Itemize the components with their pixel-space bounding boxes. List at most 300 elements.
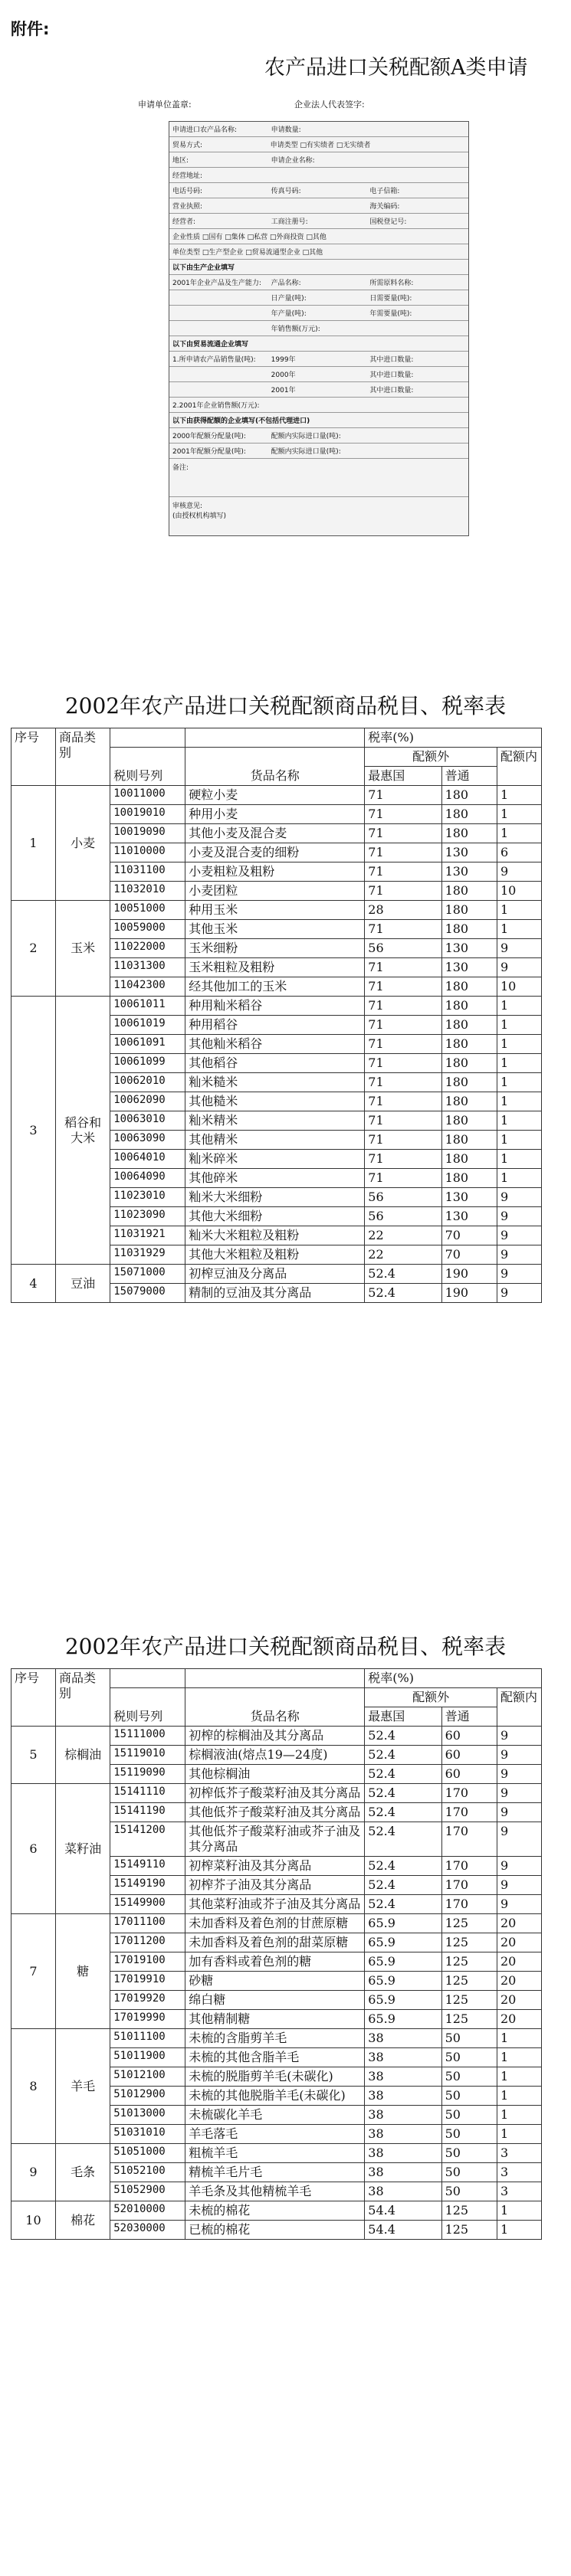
- section-producer-heading: 以下由生产企业填写: [169, 260, 468, 275]
- review-label: 审核意见:: [172, 502, 203, 510]
- header-desc-label: 货品名称: [185, 1688, 365, 1727]
- trade-row: [169, 367, 468, 382]
- trade-field: 其中进口数量:: [369, 372, 414, 379]
- tariff-table-2: [11, 1668, 542, 2240]
- desc-cell: 未梳的其他脱脂羊毛(未碳化): [185, 2087, 365, 2106]
- desc-cell: 未梳的脱脂剪羊毛(未碳化): [185, 2067, 365, 2087]
- producer-row: [169, 321, 468, 336]
- general-cell: 125: [441, 1952, 497, 1972]
- table-row: [11, 1914, 542, 1933]
- desc-cell: 小麦粗粒及粗粉: [185, 862, 365, 882]
- code-cell: 10019010: [110, 805, 185, 824]
- desc-cell: 已梳的棉花: [185, 2221, 365, 2240]
- seq-cell: 9: [11, 2144, 56, 2201]
- desc-cell: 种用小麦: [185, 805, 365, 824]
- mfn-cell: 71: [365, 882, 441, 901]
- header-desc-label: 货品名称: [185, 748, 365, 786]
- code-cell: 11031300: [110, 958, 185, 977]
- general-cell: 60: [441, 1746, 497, 1765]
- desc-cell: 硬粒小麦: [185, 786, 365, 805]
- desc-cell: 绵白糖: [185, 1991, 365, 2010]
- producer-field: 年产量(吨):: [271, 310, 307, 318]
- desc-cell: 其他稻谷: [185, 1054, 365, 1073]
- code-cell: 10061011: [110, 997, 185, 1016]
- code-cell: 11022000: [110, 939, 185, 958]
- form-row: [169, 152, 468, 168]
- general-cell: 50: [441, 2182, 497, 2201]
- category-cell: 羊毛: [55, 2029, 110, 2144]
- code-cell: 51012100: [110, 2067, 185, 2087]
- mfn-cell: 52.4: [365, 1876, 441, 1895]
- inside-cell: 1: [497, 824, 541, 843]
- header-general: 普通: [441, 1707, 497, 1727]
- header-category: 商品类别: [55, 728, 110, 786]
- inside-cell: 1: [497, 2106, 541, 2125]
- header-inside: 配额内: [497, 1688, 541, 1727]
- application-form: [169, 121, 469, 536]
- code-cell: 10062090: [110, 1092, 185, 1111]
- general-cell: 130: [441, 939, 497, 958]
- producer-field: 年需要量(吨):: [369, 310, 412, 318]
- code-cell: 11031921: [110, 1226, 185, 1245]
- code-cell: 51013000: [110, 2106, 185, 2125]
- inside-cell: 9: [497, 1265, 541, 1284]
- mfn-cell: 71: [365, 920, 441, 939]
- header-mfn: 最惠国: [365, 1707, 441, 1727]
- header-outside: 配额外: [365, 748, 497, 767]
- code-cell: 11010000: [110, 843, 185, 862]
- form-field: 地区:: [172, 157, 189, 165]
- general-cell: 180: [441, 1131, 497, 1150]
- mfn-cell: 38: [365, 2087, 441, 2106]
- desc-cell: 种用籼米稻谷: [185, 997, 365, 1016]
- mfn-cell: 71: [365, 805, 441, 824]
- inside-cell: 9: [497, 1876, 541, 1895]
- table-row: [11, 901, 542, 920]
- code-cell: 17019910: [110, 1972, 185, 1991]
- trade-field: 2.2001年企业销售额(万元):: [172, 402, 260, 410]
- desc-cell: 其他低芥子酸菜籽油或芥子油及其分离品: [185, 1822, 365, 1857]
- inside-cell: 20: [497, 2010, 541, 2029]
- inside-cell: 1: [497, 1169, 541, 1188]
- code-cell: 15149900: [110, 1895, 185, 1914]
- mfn-cell: 54.4: [365, 2221, 441, 2240]
- general-cell: 180: [441, 1073, 497, 1092]
- inside-cell: 1: [497, 805, 541, 824]
- mfn-cell: 38: [365, 2048, 441, 2067]
- desc-cell: 未梳的棉花: [185, 2201, 365, 2221]
- desc-cell: 其他棕榈油: [185, 1765, 365, 1784]
- inside-cell: 3: [497, 2163, 541, 2182]
- inside-cell: 9: [497, 1895, 541, 1914]
- header-rate: 税率(%): [365, 1669, 542, 1688]
- desc-cell: 其他小麦及混合麦: [185, 824, 365, 843]
- trade-row: [169, 382, 468, 398]
- mfn-cell: 71: [365, 1131, 441, 1150]
- producer-field: 年销售额(万元):: [271, 326, 320, 333]
- inside-cell: 1: [497, 1035, 541, 1054]
- quota-row: [169, 428, 468, 444]
- inside-cell: 10: [497, 882, 541, 901]
- form-field: 申请类型 □有实绩者 □无实绩者: [270, 142, 371, 149]
- mfn-cell: 52.4: [365, 1857, 441, 1876]
- mfn-cell: 22: [365, 1245, 441, 1265]
- inside-cell: 9: [497, 1727, 541, 1746]
- code-cell: 10063010: [110, 1111, 185, 1131]
- general-cell: 180: [441, 1111, 497, 1131]
- inside-cell: 1: [497, 1054, 541, 1073]
- desc-cell: 籼米大米粗粒及粗粉: [185, 1226, 365, 1245]
- header-desc: [185, 728, 365, 748]
- form-field: 工商注册号:: [271, 218, 308, 226]
- code-cell: 15149110: [110, 1857, 185, 1876]
- producer-field: 日产量(吨):: [271, 295, 307, 303]
- general-cell: 70: [441, 1226, 497, 1245]
- section-trade-heading: 以下由贸易流通企业填写: [169, 336, 468, 352]
- code-cell: 10019090: [110, 824, 185, 843]
- inside-cell: 9: [497, 1803, 541, 1822]
- trade-row: [169, 398, 468, 413]
- mfn-cell: 71: [365, 958, 441, 977]
- code-cell: 10059000: [110, 920, 185, 939]
- general-cell: 50: [441, 2144, 497, 2163]
- seq-cell: 3: [11, 997, 56, 1265]
- general-cell: 130: [441, 862, 497, 882]
- code-cell: 11031929: [110, 1245, 185, 1265]
- code-cell: 11023090: [110, 1207, 185, 1226]
- mfn-cell: 38: [365, 2029, 441, 2048]
- inside-cell: 1: [497, 997, 541, 1016]
- code-cell: 15119010: [110, 1746, 185, 1765]
- inside-cell: 1: [497, 2048, 541, 2067]
- inside-cell: 1: [497, 1150, 541, 1169]
- code-cell: 51031010: [110, 2125, 185, 2144]
- trade-field: 1999年: [271, 356, 296, 364]
- header-outside: 配额外: [365, 1688, 497, 1707]
- general-cell: 125: [441, 1991, 497, 2010]
- trade-field: 其中进口数量:: [369, 387, 414, 394]
- desc-cell: 玉米粗粒及粗粉: [185, 958, 365, 977]
- header-code-label: 税则号列: [110, 1688, 185, 1727]
- desc-cell: 精梳羊毛片毛: [185, 2163, 365, 2182]
- inside-cell: 1: [497, 1131, 541, 1150]
- code-cell: 15141190: [110, 1803, 185, 1822]
- desc-cell: 其他低芥子酸菜籽油及其分离品: [185, 1803, 365, 1822]
- inside-cell: 9: [497, 1284, 541, 1303]
- header-code: [110, 728, 185, 748]
- form-row: [169, 214, 468, 229]
- general-cell: 50: [441, 2106, 497, 2125]
- inside-cell: 9: [497, 1746, 541, 1765]
- general-cell: 50: [441, 2067, 497, 2087]
- producer-field: 2001年企业产品及生产能力:: [172, 280, 261, 287]
- category-cell: 玉米: [55, 901, 110, 997]
- mfn-cell: 56: [365, 1188, 441, 1207]
- mfn-cell: 65.9: [365, 1991, 441, 2010]
- category-cell: 糖: [55, 1914, 110, 2029]
- inside-cell: 9: [497, 939, 541, 958]
- desc-cell: 其他菜籽油或芥子油及其分离品: [185, 1895, 365, 1914]
- general-cell: 125: [441, 1972, 497, 1991]
- desc-cell: 其他大米粗粒及粗粉: [185, 1245, 365, 1265]
- general-cell: 180: [441, 901, 497, 920]
- general-cell: 180: [441, 1016, 497, 1035]
- code-cell: 11042300: [110, 977, 185, 997]
- mfn-cell: 22: [365, 1226, 441, 1245]
- header-mfn: 最惠国: [365, 767, 441, 786]
- general-cell: 125: [441, 2201, 497, 2221]
- general-cell: 170: [441, 1803, 497, 1822]
- inside-cell: 9: [497, 1784, 541, 1803]
- mfn-cell: 65.9: [365, 2010, 441, 2029]
- review-note: (由授权机构填写): [172, 512, 227, 520]
- mfn-cell: 71: [365, 1169, 441, 1188]
- general-cell: 180: [441, 1092, 497, 1111]
- form-field: 经营地址:: [172, 172, 203, 180]
- table-row: [11, 1265, 542, 1284]
- header-inside: 配额内: [497, 748, 541, 786]
- inside-cell: 1: [497, 901, 541, 920]
- review-field: [169, 497, 468, 535]
- form-row: [169, 168, 468, 183]
- code-cell: 52030000: [110, 2221, 185, 2240]
- mfn-cell: 38: [365, 2106, 441, 2125]
- table-row: [11, 2201, 542, 2221]
- code-cell: 15079000: [110, 1284, 185, 1303]
- mfn-cell: 28: [365, 901, 441, 920]
- quota-row: [169, 444, 468, 459]
- mfn-cell: 71: [365, 824, 441, 843]
- desc-cell: 其他大米细粉: [185, 1207, 365, 1226]
- code-cell: 51011900: [110, 2048, 185, 2067]
- code-cell: 17011200: [110, 1933, 185, 1952]
- desc-cell: 其他精制糖: [185, 2010, 365, 2029]
- code-cell: 10063090: [110, 1131, 185, 1150]
- header-seq: 序号: [11, 728, 56, 786]
- code-cell: 15119090: [110, 1765, 185, 1784]
- desc-cell: 其他精米: [185, 1131, 365, 1150]
- general-cell: 60: [441, 1727, 497, 1746]
- mfn-cell: 52.4: [365, 1895, 441, 1914]
- inside-cell: 3: [497, 2182, 541, 2201]
- general-cell: 190: [441, 1265, 497, 1284]
- general-cell: 180: [441, 1150, 497, 1169]
- inside-cell: 1: [497, 1073, 541, 1092]
- code-cell: 10064090: [110, 1169, 185, 1188]
- trade-field: 其中进口数量:: [369, 356, 414, 364]
- inside-cell: 1: [497, 2087, 541, 2106]
- code-cell: 52010000: [110, 2201, 185, 2221]
- quota-field: 配额内实际进口量(吨):: [271, 448, 341, 456]
- code-cell: 17011100: [110, 1914, 185, 1933]
- header-row: [11, 728, 542, 748]
- header-seq: 序号: [11, 1669, 56, 1727]
- producer-row: [169, 275, 468, 290]
- category-cell: 毛条: [55, 2144, 110, 2201]
- code-cell: 15149190: [110, 1876, 185, 1895]
- general-cell: 170: [441, 1895, 497, 1914]
- code-cell: 10064010: [110, 1150, 185, 1169]
- mfn-cell: 71: [365, 1035, 441, 1054]
- seq-cell: 5: [11, 1727, 56, 1784]
- mfn-cell: 38: [365, 2163, 441, 2182]
- general-cell: 60: [441, 1765, 497, 1784]
- form-field: 单位类型 □生产型企业 □贸易流通型企业 □其他: [172, 249, 323, 257]
- inside-cell: 20: [497, 1952, 541, 1972]
- seq-cell: 7: [11, 1914, 56, 2029]
- form-row: [169, 183, 468, 198]
- mfn-cell: 71: [365, 1111, 441, 1131]
- inside-cell: 9: [497, 958, 541, 977]
- form-row: [169, 198, 468, 214]
- inside-cell: 3: [497, 2144, 541, 2163]
- general-cell: 125: [441, 2221, 497, 2240]
- inside-cell: 9: [497, 1245, 541, 1265]
- inside-cell: 9: [497, 1188, 541, 1207]
- inside-cell: 20: [497, 1933, 541, 1952]
- code-cell: 15141110: [110, 1784, 185, 1803]
- producer-field: 日需要量(吨):: [369, 295, 412, 303]
- inside-cell: 9: [497, 1226, 541, 1245]
- desc-cell: 种用稻谷: [185, 1016, 365, 1035]
- general-cell: 170: [441, 1876, 497, 1895]
- general-cell: 180: [441, 786, 497, 805]
- form-row: [169, 122, 468, 137]
- general-cell: 50: [441, 2029, 497, 2048]
- general-cell: 125: [441, 1933, 497, 1952]
- category-cell: 菜籽油: [55, 1784, 110, 1914]
- attachment-label: 附件:: [11, 20, 50, 38]
- mfn-cell: 52.4: [365, 1803, 441, 1822]
- general-cell: 50: [441, 2163, 497, 2182]
- desc-cell: 精制的豆油及其分离品: [185, 1284, 365, 1303]
- desc-cell: 籼米精米: [185, 1111, 365, 1131]
- mfn-cell: 71: [365, 862, 441, 882]
- general-cell: 50: [441, 2125, 497, 2144]
- inside-cell: 1: [497, 1016, 541, 1035]
- trade-field: 2000年: [271, 372, 296, 379]
- desc-cell: 初榨的棕榈油及其分离品: [185, 1727, 365, 1746]
- mfn-cell: 38: [365, 2067, 441, 2087]
- table-row: [11, 2144, 542, 2163]
- general-cell: 125: [441, 1914, 497, 1933]
- desc-cell: 经其他加工的玉米: [185, 977, 365, 997]
- seq-cell: 4: [11, 1265, 56, 1303]
- seq-cell: 2: [11, 901, 56, 997]
- code-cell: 11023010: [110, 1188, 185, 1207]
- form-field: 国税登记号:: [369, 218, 407, 226]
- mfn-cell: 52.4: [365, 1822, 441, 1857]
- table-row: [11, 786, 542, 805]
- general-cell: 170: [441, 1857, 497, 1876]
- header-category: 商品类别: [55, 1669, 110, 1727]
- form-field: 经营者:: [172, 218, 196, 226]
- form-row: [169, 229, 468, 244]
- form-field: 贸易方式:: [172, 142, 203, 149]
- code-cell: 51051000: [110, 2144, 185, 2163]
- code-cell: 10061091: [110, 1035, 185, 1054]
- remarks-field: 备注:: [169, 459, 468, 497]
- form-field: 申请进口农产品名称:: [172, 126, 238, 134]
- inside-cell: 9: [497, 1857, 541, 1876]
- inside-cell: 1: [497, 2201, 541, 2221]
- inside-cell: 6: [497, 843, 541, 862]
- inside-cell: 1: [497, 2221, 541, 2240]
- general-cell: 170: [441, 1822, 497, 1857]
- mfn-cell: 65.9: [365, 1933, 441, 1952]
- code-cell: 10061099: [110, 1054, 185, 1073]
- seq-cell: 10: [11, 2201, 56, 2240]
- desc-cell: 初榨芥子油及其分离品: [185, 1876, 365, 1895]
- tariff-table-1: [11, 728, 542, 1303]
- general-cell: 180: [441, 882, 497, 901]
- mfn-cell: 65.9: [365, 1914, 441, 1933]
- code-cell: 10051000: [110, 901, 185, 920]
- header-row: [11, 1669, 542, 1688]
- mfn-cell: 65.9: [365, 1952, 441, 1972]
- desc-cell: 砂糖: [185, 1972, 365, 1991]
- general-cell: 180: [441, 977, 497, 997]
- inside-cell: 9: [497, 1765, 541, 1784]
- header-rate: 税率(%): [365, 728, 542, 748]
- form-row: [169, 244, 468, 260]
- desc-cell: 初榨低芥子酸菜籽油及其分离品: [185, 1784, 365, 1803]
- general-cell: 180: [441, 805, 497, 824]
- inside-cell: 1: [497, 920, 541, 939]
- category-cell: 棕榈油: [55, 1727, 110, 1784]
- mfn-cell: 38: [365, 2182, 441, 2201]
- quota-field: 配额内实际进口量(吨):: [271, 433, 341, 440]
- mfn-cell: 71: [365, 1073, 441, 1092]
- category-cell: 棉花: [55, 2201, 110, 2240]
- code-cell: 17019990: [110, 2010, 185, 2029]
- header-code-label: 税则号列: [110, 748, 185, 786]
- desc-cell: 种用玉米: [185, 901, 365, 920]
- code-cell: 17019100: [110, 1952, 185, 1972]
- legal-rep-label: 企业法人代表签字:: [294, 100, 365, 110]
- general-cell: 180: [441, 1054, 497, 1073]
- general-cell: 130: [441, 1207, 497, 1226]
- mfn-cell: 71: [365, 997, 441, 1016]
- seq-cell: 1: [11, 786, 56, 901]
- code-cell: 51052900: [110, 2182, 185, 2201]
- code-cell: 51011100: [110, 2029, 185, 2048]
- code-cell: 15141200: [110, 1822, 185, 1857]
- mfn-cell: 52.4: [365, 1746, 441, 1765]
- desc-cell: 未加香料及着色剂的甜菜原糖: [185, 1933, 365, 1952]
- mfn-cell: 54.4: [365, 2201, 441, 2221]
- table-row: [11, 997, 542, 1016]
- mfn-cell: 71: [365, 786, 441, 805]
- mfn-cell: 65.9: [365, 1972, 441, 1991]
- general-cell: 130: [441, 843, 497, 862]
- inside-cell: 10: [497, 977, 541, 997]
- section-quota-heading: 以下由获得配额的企业填写(不包括代理进口): [169, 413, 468, 428]
- desc-cell: 小麦及混合麦的细粉: [185, 843, 365, 862]
- header-code: [110, 1669, 185, 1688]
- general-cell: 190: [441, 1284, 497, 1303]
- code-cell: 11032010: [110, 882, 185, 901]
- desc-cell: 加有香料或着色剂的糖: [185, 1952, 365, 1972]
- code-cell: 10062010: [110, 1073, 185, 1092]
- code-cell: 17019920: [110, 1991, 185, 2010]
- code-cell: 10011000: [110, 786, 185, 805]
- code-cell: 51012900: [110, 2087, 185, 2106]
- table-title-2: 2002年农产品进口关税配额商品税目、税率表: [64, 1634, 507, 1659]
- trade-field: 2001年: [271, 387, 296, 394]
- inside-cell: 9: [497, 862, 541, 882]
- mfn-cell: 71: [365, 1150, 441, 1169]
